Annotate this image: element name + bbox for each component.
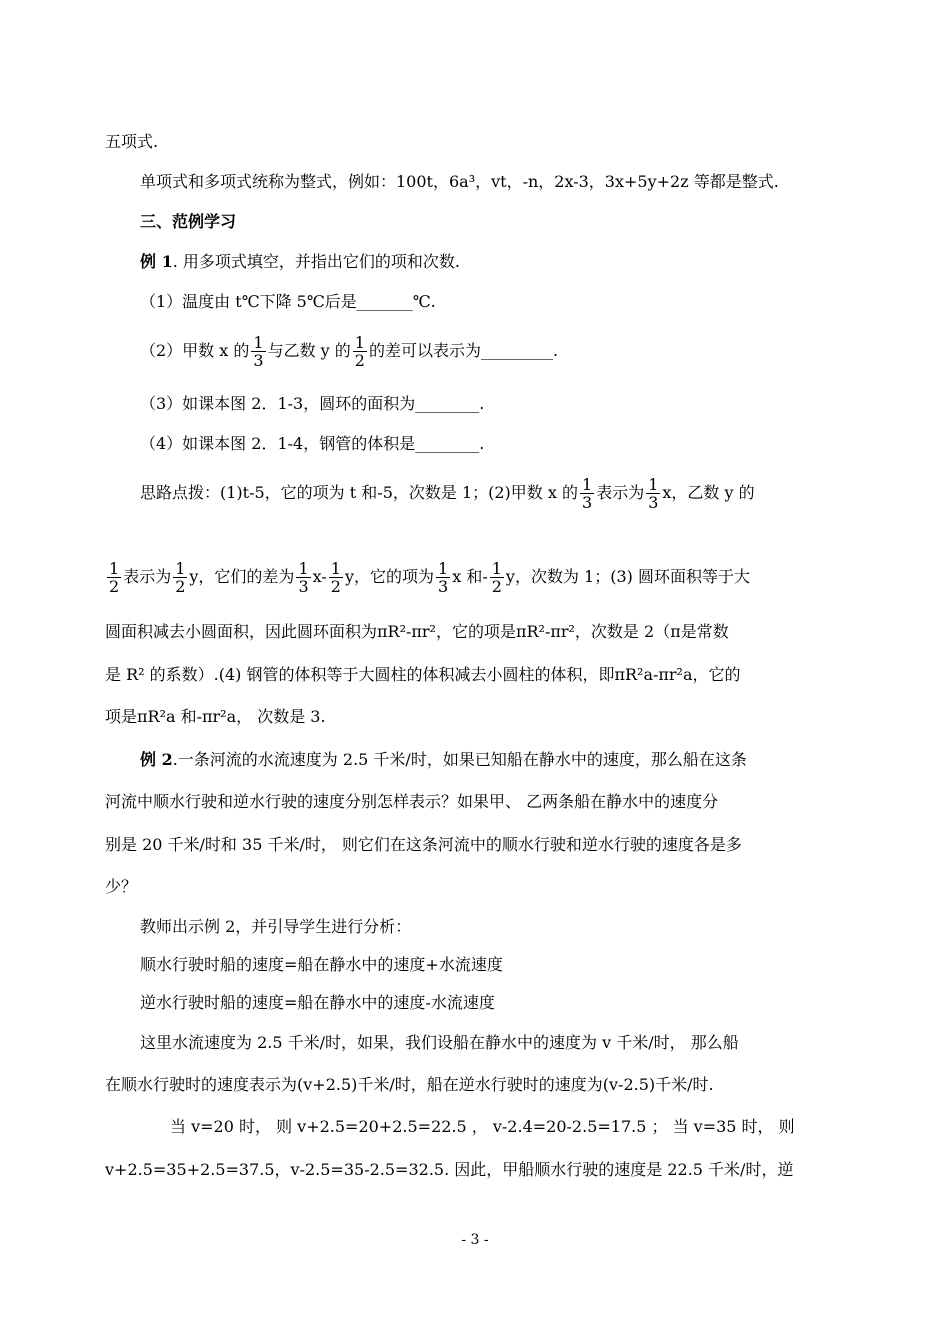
question-text: 的差可以表示为_________. — [368, 341, 559, 360]
fraction: $\frac{1}{3}$ — [298, 559, 309, 596]
hint-line-4: 是 R² 的系数）.(4) 钢管的体积等于大圆柱的体积减去小圆柱的体积，即πR²a-πr²a，它的 — [105, 665, 741, 684]
paragraph-line: 教师出示例 2，并引导学生进行分析： — [140, 917, 412, 936]
question-3: （3）如课本图 2．1-3，圆环的面积为________. — [140, 394, 485, 413]
fraction: $\frac{1}{2}$ — [330, 559, 341, 596]
paragraph-line: 少？ — [105, 877, 138, 896]
fraction: $\frac{1}{2}$ — [491, 559, 502, 596]
fraction: $\frac{1}{2}$ — [175, 559, 186, 596]
page-number: - 3 - — [461, 1232, 489, 1248]
example-text: . 用多项式填空，并指出它们的项和次数. — [172, 252, 460, 271]
fraction: $\frac{1}{3}$ — [582, 475, 593, 512]
hint-line-1: 思路点拨：(1)t-5，它的项为 t 和-5，次数是 1；(2)甲数 x 的 $\frac{1}{3}$ 表示为 $\frac{1}{3}$ x，乙数 y 的 — [140, 475, 755, 512]
section-heading: 三、范例学习 — [140, 212, 237, 231]
fraction: $\frac{1}{2}$ — [109, 559, 120, 596]
question-2 — [140, 332, 558, 370]
fraction: $\frac{1}{2}$ — [354, 333, 365, 370]
example-1-line — [140, 252, 460, 272]
formula-line: 顺水行驶时船的速度=船在静水中的速度+水流速度 — [140, 955, 503, 974]
question-1: （1）温度由 t℃下降 5℃后是_______℃. — [140, 292, 436, 311]
hint-line-2: $\frac{1}{2}$ 表示为 $\frac{1}{2}$ y，它们的差为 $\frac{1}{3}$ x- $\frac{1}{2}$ y，它的项为 $\frac{1}{3}$ x 和- $\frac{1}{2}$ y，次数为 1；(3) 圆环面积等于大 — [109, 559, 750, 596]
fraction: $\frac{1}{3}$ — [648, 475, 659, 512]
formula-line: 逆水行驶时船的速度=船在静水中的速度-水流速度 — [140, 993, 495, 1012]
fraction: $\frac{1}{3}$ — [438, 559, 449, 596]
hint-line-5: 项是πR²a 和-πr²a， 次数是 3. — [105, 707, 326, 726]
example-label: 例 1 — [140, 252, 173, 271]
paragraph-line: 别是 20 千米/时和 35 千米/时， 则它们在这条河流中的顺水行驶和逆水行驶的速度各是多 — [105, 835, 742, 854]
hint-line-3: 圆面积减去小圆面积，因此圆环面积为πR²-πr²，它的项是πR²-πr²，次数是 2（π是常数 — [105, 622, 729, 641]
paragraph-line: 单项式和多项式统称为整式，例如：100t，6a³，vt，-n，2x-3，3x+5y+2z 等都是整式. — [140, 172, 779, 191]
paragraph-line: 五项式. — [105, 132, 159, 151]
question-4: （4）如课本图 2．1-4，钢管的体积是________. — [140, 434, 485, 453]
paragraph-line: v+2.5=35+2.5=37.5，v-2.5=35-2.5=32.5. 因此，甲船顺水行驶的速度是 22.5 千米/时，逆 — [105, 1160, 794, 1179]
paragraph-line: 当 v=20 时， 则 v+2.5=20+2.5=22.5 ， v-2.4=20-2.5=17.5 ； 当 v=35 时， 则 — [170, 1117, 795, 1136]
paragraph-line: 这里水流速度为 2.5 千米/时，如果，我们设船在静水中的速度为 v 千米/时， 那么船 — [140, 1033, 739, 1052]
paragraph-line: 在顺水行驶时的速度表示为(v+2.5)千米/时，船在逆水行驶时的速度为(v-2.5)千米/时. — [105, 1075, 714, 1094]
example-2-line: 例 2.一条河流的水流速度为 2.5 千米/时，如果已知船在静水中的速度，那么船在这条 — [140, 750, 747, 769]
example-label: 例 2 — [140, 750, 173, 769]
question-text: （2）甲数 x 的 — [140, 341, 250, 360]
question-text: 与乙数 y 的 — [267, 341, 351, 360]
paragraph-line: 河流中顺水行驶和逆水行驶的速度分别怎样表示？如果甲、 乙两条船在静水中的速度分 — [105, 792, 719, 811]
fraction: $\frac{1}{3}$ — [253, 333, 264, 370]
